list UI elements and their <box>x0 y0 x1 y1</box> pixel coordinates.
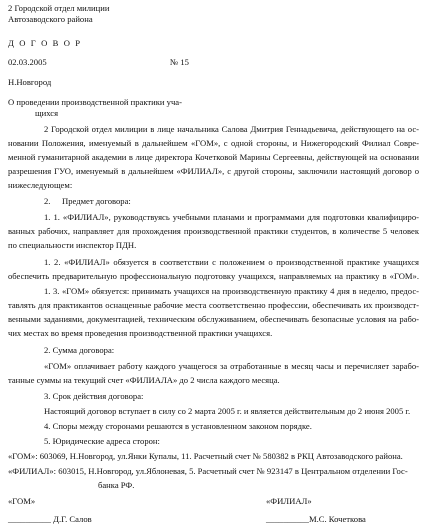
org-name-line2: Автозаводского района <box>8 14 93 24</box>
clause-1-3-line: 1. 3. «ГОМ» обязуется: принимать учащихся на производственную практику 4 дня в неделю, предос- <box>44 286 419 296</box>
preamble-line: 2 Городской отдел милиции в лице начальника Салова Дмитрия Геннадьевича, действующего на ос- <box>44 124 419 134</box>
clause-1-1-line: по специальности инспектор ПДН. <box>8 240 137 250</box>
preamble-line: нижеследующем: <box>8 180 73 190</box>
org-name-line1: 2 Городской отдел милиции <box>8 3 110 13</box>
gom-address: «ГОМ»: 603069, Н.Новгород, ул.Янки Купалы, 11. Расчетный счет № 580382 в РКЦ Автозаводского района. <box>8 451 403 461</box>
section5-heading: 5. Юридические адреса сторон: <box>44 436 160 446</box>
document-title: Д О Г О В О Р <box>8 38 82 48</box>
clause-1-2-line: обеспечить предварительную профессиональную подготовку учащихся, направляемых на практику в «ГОМ». <box>8 271 419 281</box>
clause-1-2-line: 1. 2. «ФИЛИАЛ» обязуется в соответствии с положением о производственной практике учащихся <box>44 257 419 267</box>
subject-line2: щихся <box>35 108 59 118</box>
section3-line: Настоящий договор вступает в силу со 2 марта 2005 г. и является действительным до 2 июня 2005 г. <box>44 406 411 416</box>
clause-1-3-line: тавлять для практикантов оснащенные рабочие места соответственно профессии, обеспечивать их производст- <box>8 300 419 310</box>
section1-heading: Предмет договора: <box>62 196 131 206</box>
preamble-line: менной гуманитарной академии в лице директора Кочетковой Марины Сергеевны, действующей на основании <box>8 152 419 162</box>
section3-heading: 3. Срок действия договора: <box>44 391 144 401</box>
document-date: 02.03.2005 <box>8 57 47 67</box>
filial-address-line2: банка РФ. <box>98 480 135 490</box>
signature-left-party: «ГОМ» <box>8 496 36 506</box>
clause-1-3-line: венными заданиями, документацией, техническим обслуживанием, обеспечивать безопасные условия на рабо- <box>8 314 419 324</box>
document-number: № 15 <box>170 57 189 67</box>
signature-right-signer: __________М.С. Кочеткова <box>266 514 366 524</box>
section1-number: 2. <box>44 196 51 206</box>
section2-heading: 2. Сумма договора: <box>44 345 115 355</box>
section4-line: 4. Споры между сторонами решаются в установленном законом порядке. <box>44 421 312 431</box>
clause-1-1-line: ванных рабочих, направляет для прохождения производственной практики студентов, в количестве 5 человек <box>8 226 419 236</box>
clause-1-1-line: 1. 1. «ФИЛИАЛ», руководствуясь учебными планами и программами для подготовки квалифициро- <box>44 212 419 222</box>
section2-line: «ГОМ» оплачивает работу каждого учащегося за отработанные в месяц часы и перечисляет зарабо- <box>44 361 419 371</box>
section2-line: танные суммы на текущий счет «ФИЛИАЛА» до 2 числа каждого месяца. <box>8 375 280 385</box>
preamble-line: новании Положения, именуемый в дальнейшем «ГОМ», с одной стороны, и Нижегородский Филиал Совре- <box>8 138 419 148</box>
subject-line1: О проведении производственной практики уча- <box>8 97 182 107</box>
clause-1-3-line: чих местах во время проведения производственной практики учащихся. <box>8 328 273 338</box>
filial-address-line1: «ФИЛИАЛ»: 603015, Н.Новгород, ул.Яблоневая, 5. Расчетный счет № 923147 в Центральном отделении Гос- <box>8 466 408 476</box>
preamble-line: разрешения ГУО, именуемый в дальнейшем «ФИЛИАЛ», с другой стороны, заключили настоящий договор о <box>8 166 419 176</box>
document-city: Н.Новгород <box>8 77 52 87</box>
signature-left-signer: __________ Д.Г. Салов <box>8 514 92 524</box>
signature-right-party: «ФИЛИАЛ» <box>266 496 312 506</box>
